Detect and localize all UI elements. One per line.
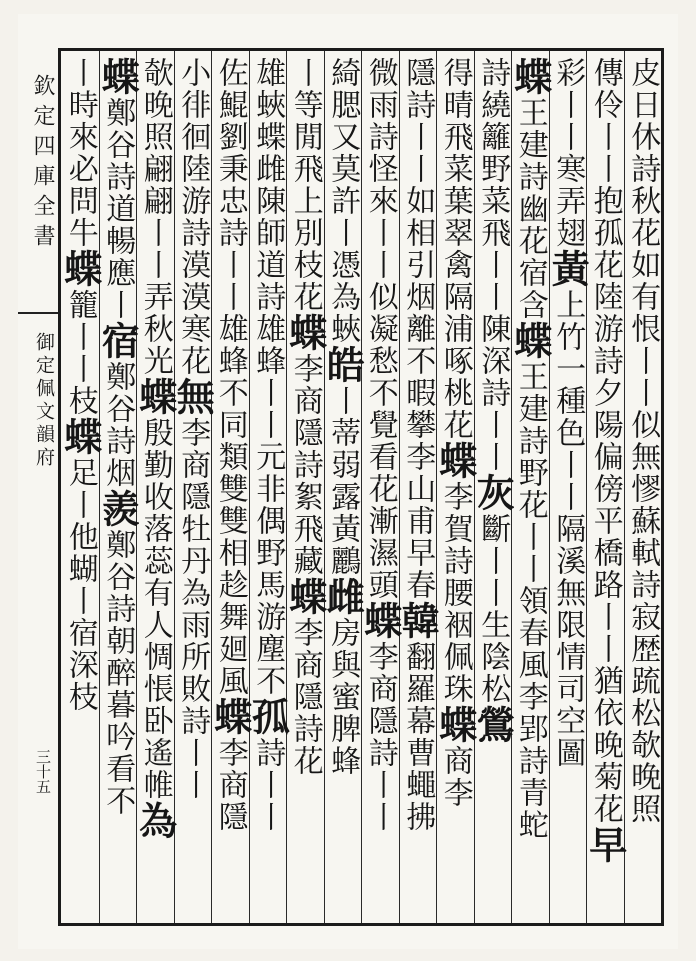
text-run: 斷丨丨生陰松 xyxy=(475,513,511,705)
headword: 黃 xyxy=(545,249,591,289)
text-run: 佐鯤劉秉忠詩丨丨雄蜂不同類雙雙相趁舞廻風 xyxy=(212,57,248,697)
text-run: 王建詩野花丨丨領春風李郢詩青蛇 xyxy=(512,361,548,841)
headword: 蝶 xyxy=(357,601,403,641)
text-run: 隱詩丨丨如相引烟離不暇攀李山甫早春 xyxy=(400,57,436,601)
headword: 蝶 xyxy=(57,417,103,457)
fish-tail-mark xyxy=(18,312,58,332)
text-run: 綺腮又莫許丨憑為蛺 xyxy=(325,57,361,345)
text-run: 籠丨丨枝 xyxy=(62,289,98,417)
page-number: 三十五 xyxy=(34,749,52,794)
text-run: 丨蒂弱露黃鸝 xyxy=(325,385,361,577)
headword: 蝶 xyxy=(432,441,478,481)
headword: 無 xyxy=(170,377,216,417)
text-run: 詩繞籬野菜飛丨丨陳深詩丨丨 xyxy=(475,57,511,473)
headword: 灰 xyxy=(470,473,516,513)
text-run: 殷勤收落蕊有人惆悵卧遙帷 xyxy=(137,417,173,801)
text-run: 微雨詩怪來丨丨似凝愁不覺看花漸濕頭 xyxy=(362,57,398,601)
text-column-c14 xyxy=(132,57,178,841)
headword: 宿 xyxy=(95,321,141,361)
margin-title: 欽定四庫全書 xyxy=(30,74,55,254)
book-page xyxy=(18,14,678,949)
text-column-c7 xyxy=(395,57,441,833)
text-column-c5 xyxy=(470,57,516,745)
text-column-c4 xyxy=(507,57,553,841)
text-column-c10 xyxy=(282,57,328,777)
headword: 孤 xyxy=(245,697,291,737)
text-run: 得晴飛菜葉翠禽隔浦啄桃花 xyxy=(437,57,473,441)
headword: 鶯 xyxy=(470,705,516,745)
text-column-c9 xyxy=(320,57,366,777)
text-run: 李商隱詩絮飛藏 xyxy=(287,353,323,577)
text-run: 丨等閒飛上別枝花 xyxy=(287,57,323,313)
headword: 蝶 xyxy=(132,377,178,417)
text-run: 李商隱詩花 xyxy=(287,617,323,777)
headword: 蝶 xyxy=(282,313,328,353)
headword: 蝶 xyxy=(507,321,553,361)
text-column-c11 xyxy=(245,57,291,833)
text-run: 房與蜜脾蜂 xyxy=(325,617,361,777)
text-run: 李賀詩腰裀佩珠 xyxy=(437,481,473,705)
text-run: 王建詩幽花宿含 xyxy=(512,97,548,321)
text-frame xyxy=(58,48,664,926)
text-column-c6 xyxy=(432,57,478,809)
margin-book-title: 御定佩文韻府 xyxy=(33,332,55,470)
text-run: 上竹一種色丨丨隔溪無限情司空圖 xyxy=(550,289,586,769)
headword: 蝶 xyxy=(207,697,253,737)
headword: 羨 xyxy=(95,489,141,529)
headword: 蝶 xyxy=(432,705,478,745)
text-column-c15 xyxy=(95,57,141,817)
text-run: 翻羅幕曹蠅拂 xyxy=(400,641,436,833)
text-run: 傳伶丨丨抱孤花陸游詩夕陽偏傍平橋路丨丨猶依晚菊花 xyxy=(587,57,623,825)
text-run: 足丨他蝴丨宿深枝 xyxy=(62,457,98,713)
text-run: 鄭谷詩烟 xyxy=(100,361,136,489)
text-column-c12 xyxy=(207,57,253,833)
headword: 雌 xyxy=(320,577,366,617)
text-run: 欹晚照翩翩丨丨弄秋光 xyxy=(137,57,173,377)
headword: 蝶 xyxy=(507,57,553,97)
text-run: 商李 xyxy=(437,745,473,809)
text-column-c8 xyxy=(357,57,403,833)
text-run: 雄蛺蝶雌陳師道詩雄蜂丨丨元非偶野馬游塵不 xyxy=(250,57,286,697)
text-column-c16 xyxy=(57,57,103,713)
text-run: 皮日休詩秋花如有恨丨丨似無憀蘇軾詩寂歴䟽松欹晚照 xyxy=(625,57,661,825)
text-run: 彩丨丨寒弄翅 xyxy=(550,57,586,249)
text-column-c2 xyxy=(582,57,628,865)
headword: 韓 xyxy=(395,601,441,641)
headword: 蝶 xyxy=(282,577,328,617)
text-column-c1 xyxy=(622,57,662,825)
text-run: 李商隱牡丹為雨所敗詩丨丨 xyxy=(175,417,211,801)
text-run: 詩丨丨 xyxy=(250,737,286,833)
headword: 為 xyxy=(132,801,178,841)
headword: 蝶 xyxy=(57,249,103,289)
text-run: 李商隱詩丨丨 xyxy=(362,641,398,833)
text-run: 小徘徊陸游詩漠漠寒花 xyxy=(175,57,211,377)
text-run: 丨時來必問牛 xyxy=(62,57,98,249)
headword: 蝶 xyxy=(95,57,141,97)
headword: 早 xyxy=(582,825,628,865)
headword: 皓 xyxy=(320,345,366,385)
text-column-c13 xyxy=(170,57,216,801)
text-run: 鄭谷詩道暢應丨 xyxy=(100,97,136,321)
text-run: 鄭谷詩朝醉暮吟看不 xyxy=(100,529,136,817)
text-column-c3 xyxy=(545,57,591,769)
text-run: 李商隱 xyxy=(212,737,248,833)
